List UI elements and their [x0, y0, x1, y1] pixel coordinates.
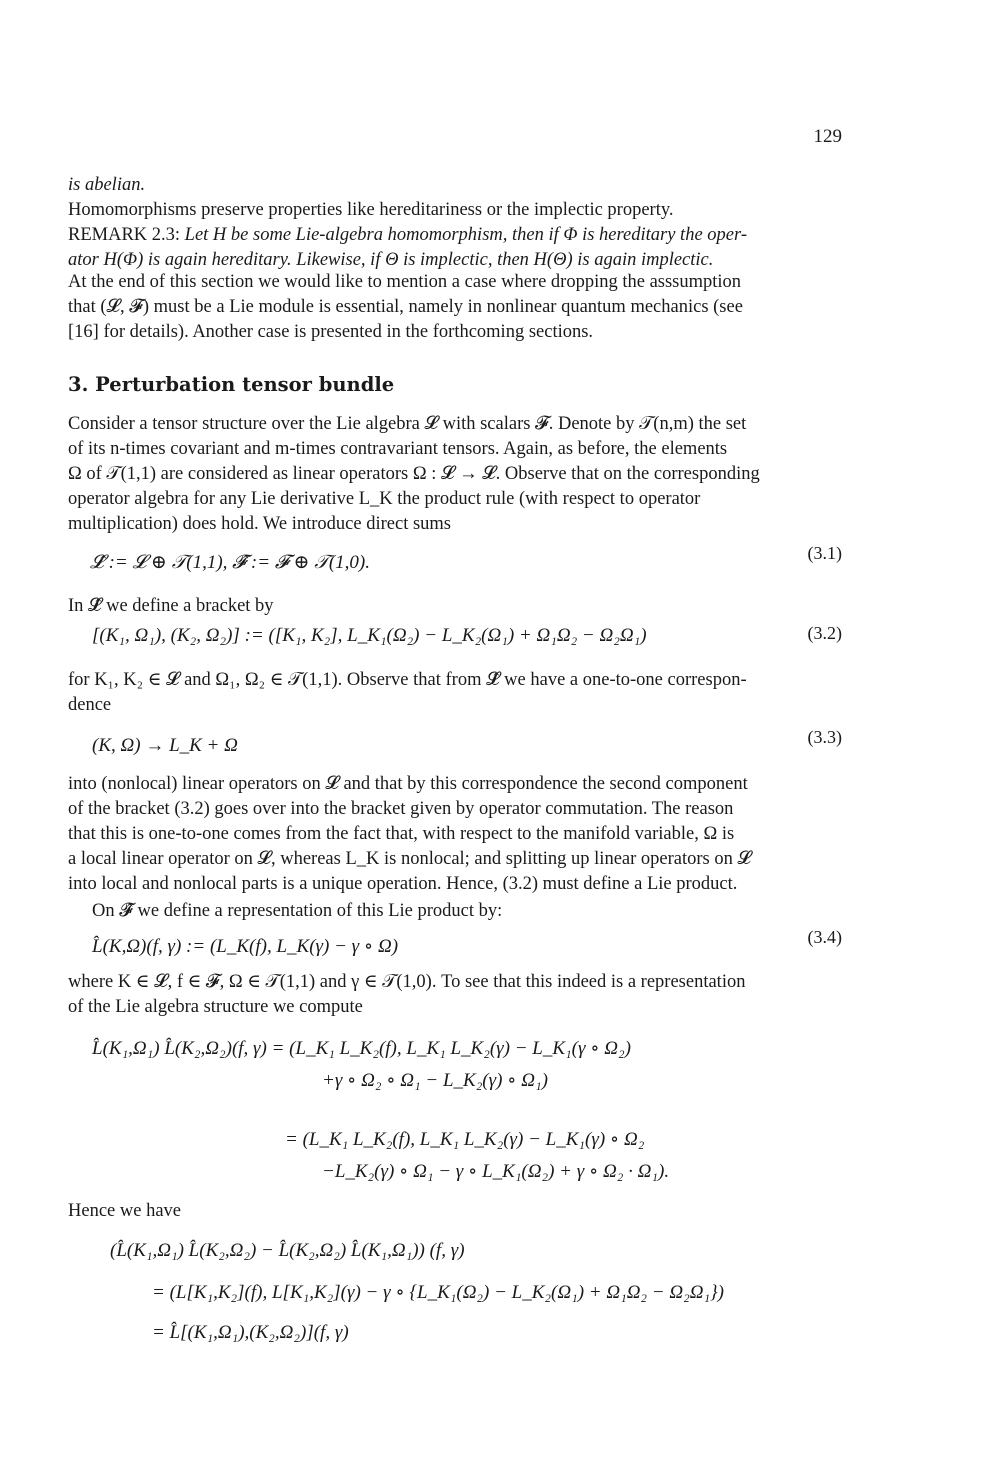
paragraph-end-of-section	[68, 270, 842, 345]
text-line: multiplication) does hold. We introduce direct sums	[68, 514, 451, 534]
remark-text: Let H be some Lie-algebra homomorphism, then if Φ is hereditary the oper-	[184, 225, 747, 245]
paragraph-where	[68, 970, 842, 1020]
text-line: into (nonlocal) linear operators on 𝓛 and that by this correspondence the second component	[68, 774, 748, 794]
equation-3-3: (K, Ω) → L_K + Ω	[92, 735, 238, 756]
paragraph-nonlocal	[68, 772, 842, 897]
text-line: of its n-times covariant and m-times contravariant tensors. Again, as before, the elements	[68, 439, 728, 459]
equation-3-2: [(K₁, Ω₁), (K₂, Ω₂)] := ([K₁, K₂], L_K₁(Ω₂) − L_K₂(Ω₁) + Ω₁Ω₂ − Ω₂Ω₁)	[92, 625, 647, 646]
equation-3-1: 𝓛̂ := 𝓛 ⊕ 𝒯(1,1), 𝓕̂ := 𝓕 ⊕ 𝒯(1,0).	[90, 552, 370, 573]
text-line: for K₁, K₂ ∈ 𝓛 and Ω₁, Ω₂ ∈ 𝒯(1,1). Observe that from 𝓛̂ we have a one-to-one correspon-	[68, 670, 747, 690]
text-line: that (𝓛, 𝓕) must be a Lie module is essential, namely in nonlinear quantum mechanics (see	[68, 297, 743, 317]
paragraph-hence	[68, 1199, 842, 1224]
paragraph-correspondence	[68, 668, 842, 718]
equation-number: (3.2)	[807, 623, 842, 643]
text-line: [16] for details). Another case is presented in the forthcoming sections.	[68, 322, 594, 342]
equation-number: (3.1)	[807, 543, 842, 563]
text-line: where K ∈ 𝓛, f ∈ 𝓕, Ω ∈ 𝒯(1,1) and γ ∈ 𝒯(1,0). To see that this indeed is a representation	[68, 972, 746, 992]
text-line: At the end of this section we would like to mention a case where dropping the asssumption	[68, 272, 742, 292]
text-line: Ω of 𝒯(1,1) are considered as linear operators Ω : 𝓛 → 𝓛. Observe that on the corresponding	[68, 464, 760, 484]
text-line: Consider a tensor structure over the Lie algebra 𝓛 with scalars 𝓕. Denote by 𝒯(n,m) the set	[68, 414, 747, 434]
remark-label: REMARK 2.3:	[68, 225, 181, 245]
compute-line: +γ ∘ Ω₂ ∘ Ω₁ − L_K₂(γ) ∘ Ω₁)	[322, 1070, 548, 1091]
equation-3-4: L̂(K,Ω)(f, γ) := (L_K(f), L_K(γ) − γ ∘ Ω)	[92, 936, 399, 957]
equation-number: (3.3)	[807, 727, 842, 747]
remark-2-3	[68, 223, 842, 273]
section-heading: 3. Perturbation tensor bundle	[68, 373, 395, 396]
text-line: On 𝓕̂ we define a representation of this Lie product by:	[92, 901, 503, 921]
text-line: Hence we have	[68, 1201, 181, 1221]
final-line: = (L[K₁,K₂](f), L[K₁,K₂](γ) − γ ∘ {L_K₁(Ω₂) − L_K₂(Ω₁) + Ω₁Ω₂ − Ω₂Ω₁})	[152, 1282, 724, 1303]
paragraph-tensor-structure	[68, 412, 842, 537]
equation-number: (3.4)	[807, 927, 842, 947]
text-line: dence	[68, 695, 112, 715]
paragraph-bracket	[68, 594, 842, 619]
text-line: of the Lie algebra structure we compute	[68, 997, 363, 1017]
text-line: is abelian.	[68, 175, 146, 195]
text-line: Homomorphisms preserve properties like hereditariness or the implectic property.	[68, 200, 674, 220]
text-line: a local linear operator on 𝓛, whereas L_K is nonlocal; and splitting up linear operators on 𝓛	[68, 849, 751, 869]
paragraph-intro	[68, 173, 842, 223]
text-line: of the bracket (3.2) goes over into the bracket given by operator commutation. The reason	[68, 799, 734, 819]
compute-line: = (L_K₁ L_K₂(f), L_K₁ L_K₂(γ) − L_K₁(γ) ∘ Ω₂	[285, 1129, 645, 1150]
page-number: 129	[813, 126, 842, 147]
paragraph-representation	[92, 899, 842, 924]
final-line: = L̂[(K₁,Ω₁),(K₂,Ω₂)](f, γ)	[152, 1322, 349, 1343]
text-line: that this is one-to-one comes from the fact that, with respect to the manifold variable, Ω is	[68, 824, 735, 844]
final-line: (L̂(K₁,Ω₁) L̂(K₂,Ω₂) − L̂(K₂,Ω₂) L̂(K₁,Ω₁)) (f, γ)	[110, 1240, 465, 1261]
compute-line: L̂(K₁,Ω₁) L̂(K₂,Ω₂)(f, γ) = (L_K₁ L_K₂(f), L_K₁ L_K₂(γ) − L_K₁(γ ∘ Ω₂)	[92, 1038, 631, 1059]
remark-text: ator H(Φ) is again hereditary. Likewise, if Θ is implectic, then H(Θ) is again implectic.	[68, 250, 714, 270]
text-line: In 𝓛̂ we define a bracket by	[68, 596, 274, 616]
text-line: into local and nonlocal parts is a unique operation. Hence, (3.2) must define a Lie product.	[68, 874, 738, 894]
compute-line: −L_K₂(γ) ∘ Ω₁ − γ ∘ L_K₁(Ω₂) + γ ∘ Ω₂ · Ω₁).	[322, 1161, 670, 1182]
text-line: operator algebra for any Lie derivative L_K the product rule (with respect to operator	[68, 489, 701, 509]
